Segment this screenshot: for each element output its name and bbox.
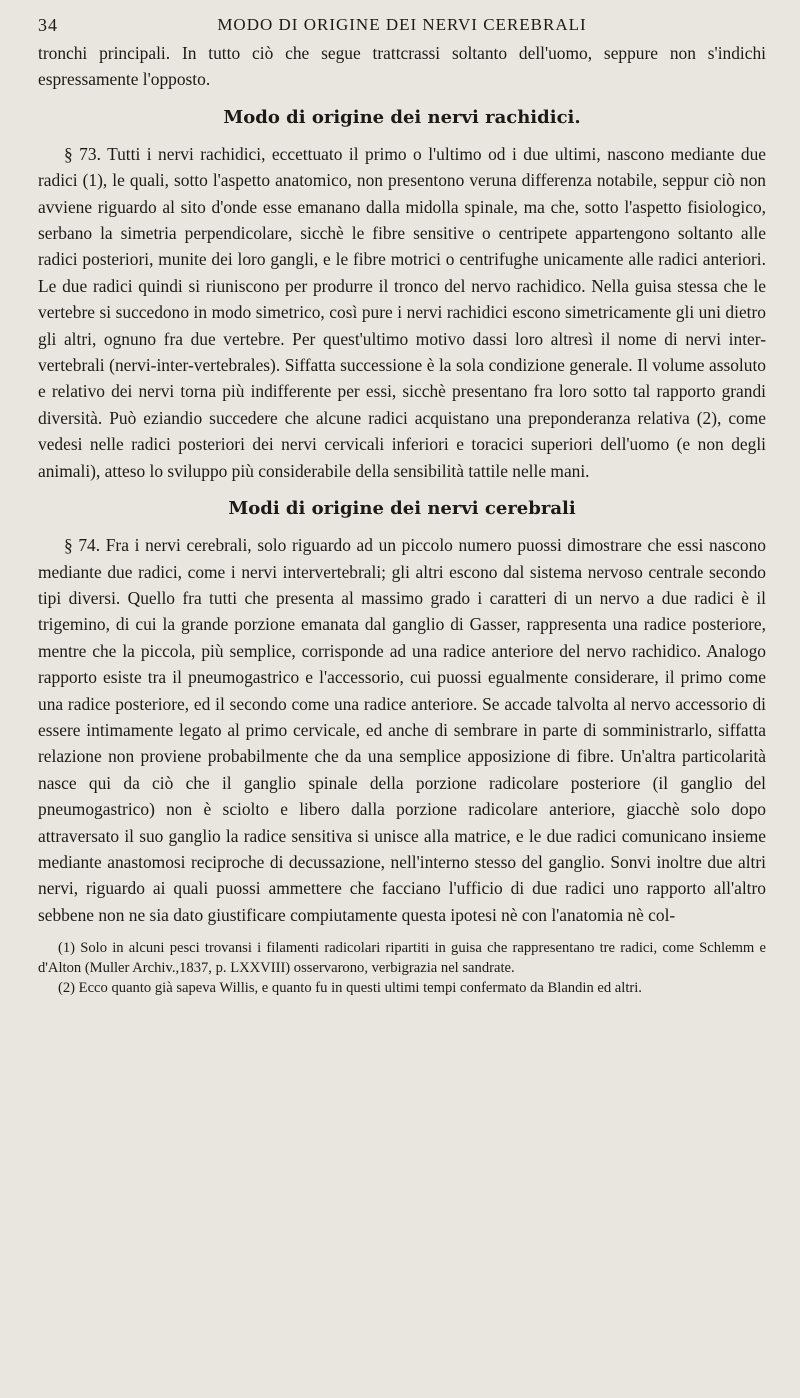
running-title: MODO DI ORIGINE DEI NERVI CEREBRALI xyxy=(217,15,587,34)
footnote-1: (1) Solo in alcuni pesci trovansi i filamenti radicolari ripartiti in guisa che rappresentano tre radici, come Schlemm e d'Alton (Muller Archiv.,1837, p. LXXVIII) osservarono, verbigrazia nel sandrate. xyxy=(38,940,766,977)
paragraph-73: § 73. Tutti i nervi rachidici, eccettuato il primo o l'ultimo od i due ultimi, nascono mediante due radici (1), le quali, sotto l'aspetto anatomico, non presentono veruna differenza notabile, seppur ciò non avviene riguardo al sito d'onde esse emanano dalla midolla spinale, ma che, sotto l'aspetto fisiologico, serbano la simetria perpendicolare, sicchè le fibre sensitive o centripete appartengono soltanto alle radici posteriori, munite dei loro gangli, e le fibre motrici o centrifughe unicamente alle radici anteriori. Le due radici quindi si riuniscono per produrre il tronco del nervo rachidico. Nella guisa stessa che le vertebre si succedono in modo simetrico, così pure i nervi rachidici escono simetricamente gli uni dietro gli altri, ognuno fra due vertebre. Per quest'ultimo motivo dassi loro altresì il nome di nervi inter-vertebrali (nervi-inter-vertebrales). Siffatta successione è la sola condizione generale. Il volume assoluto e relativo dei nervi torna più indifferente per essi, sicchè presentano fra loro sotto tal rapporto grandi diversità. Può eziandio succedere che alcune radici acquistano una preponderanza relativa (2), come vedesi nelle radici posteriori dei nervi cervicali inferiori e toracici superiori dell'uomo (e non degli animali), atteso lo sviluppo più considerabile della sensibilità tattile nelle mani. xyxy=(38,143,766,481)
running-head xyxy=(38,10,766,40)
paragraph-74: § 74. Fra i nervi cerebrali, solo riguardo ad un piccolo numero puossi dimostrare che essi nascono mediante due radici, come i nervi intervertebrali; gli altri escono dal sistema nervoso centrale secondo tipi diversi. Quello fra tutti che presenta al massimo grado i caratteri di un nervo a due radici è il trigemino, di cui la grande porzione emanata dal ganglio di Gasser, rappresenta una radice posteriore, mentre che la piccola, più semplice, corrisponde ad una radice anteriore del nervo rachidico. Analogo rapporto esiste tra il pneumogastrico e l'accessorio, cui puossi egualmente considerare, il primo come una radice posteriore, ed il secondo come una radice anteriore. Se accade talvolta al nervo accessorio di essere intimamente legato al primo cervicale, ed anche di sembrare in parte di somministrarlo, siffatta relazione non proviene probabilmente che da una semplice apposizione di fibre. Un'altra particolarità nasce qui da ciò che il ganglio spinale della porzione radicolare posteriore (il ganglio del pneumogastrico) non è sciolto e libero dalla porzione radicolare anteriore, giacchè solo dopo attraversato il suo ganglio la radice sensitiva si unisce alla matrice, e le due radici comunicano insieme mediante anastomosi reciproche di decussazione, nell'interno stesso del ganglio. Sonvi inoltre due altri nervi, riguardo ai quali puossi ammettere che facciano l'ufficio di due radici uno rapporto all'altro sebbene non ne sia dato giustificare compiutamente questa ipotesi nè con l'anatomia nè col- xyxy=(38,535,766,925)
page-number: 34 xyxy=(38,15,58,35)
section-heading-rachidici: Modo di origine dei nervi rachidici. xyxy=(223,106,581,128)
footnote-2: (2) Ecco quanto già sapeva Willis, e quanto fu in questi ultimi tempi confermato da Blandin ed altri. xyxy=(58,980,642,997)
footnotes xyxy=(38,938,766,998)
intro-paragraph: tronchi principali. In tutto ciò che segue trattcrassi soltanto dell'uomo, seppure non s'indichi espressamente l'opposto. xyxy=(38,43,766,90)
section-heading-cerebrali: Modi di origine dei nervi cerebrali xyxy=(228,498,576,520)
